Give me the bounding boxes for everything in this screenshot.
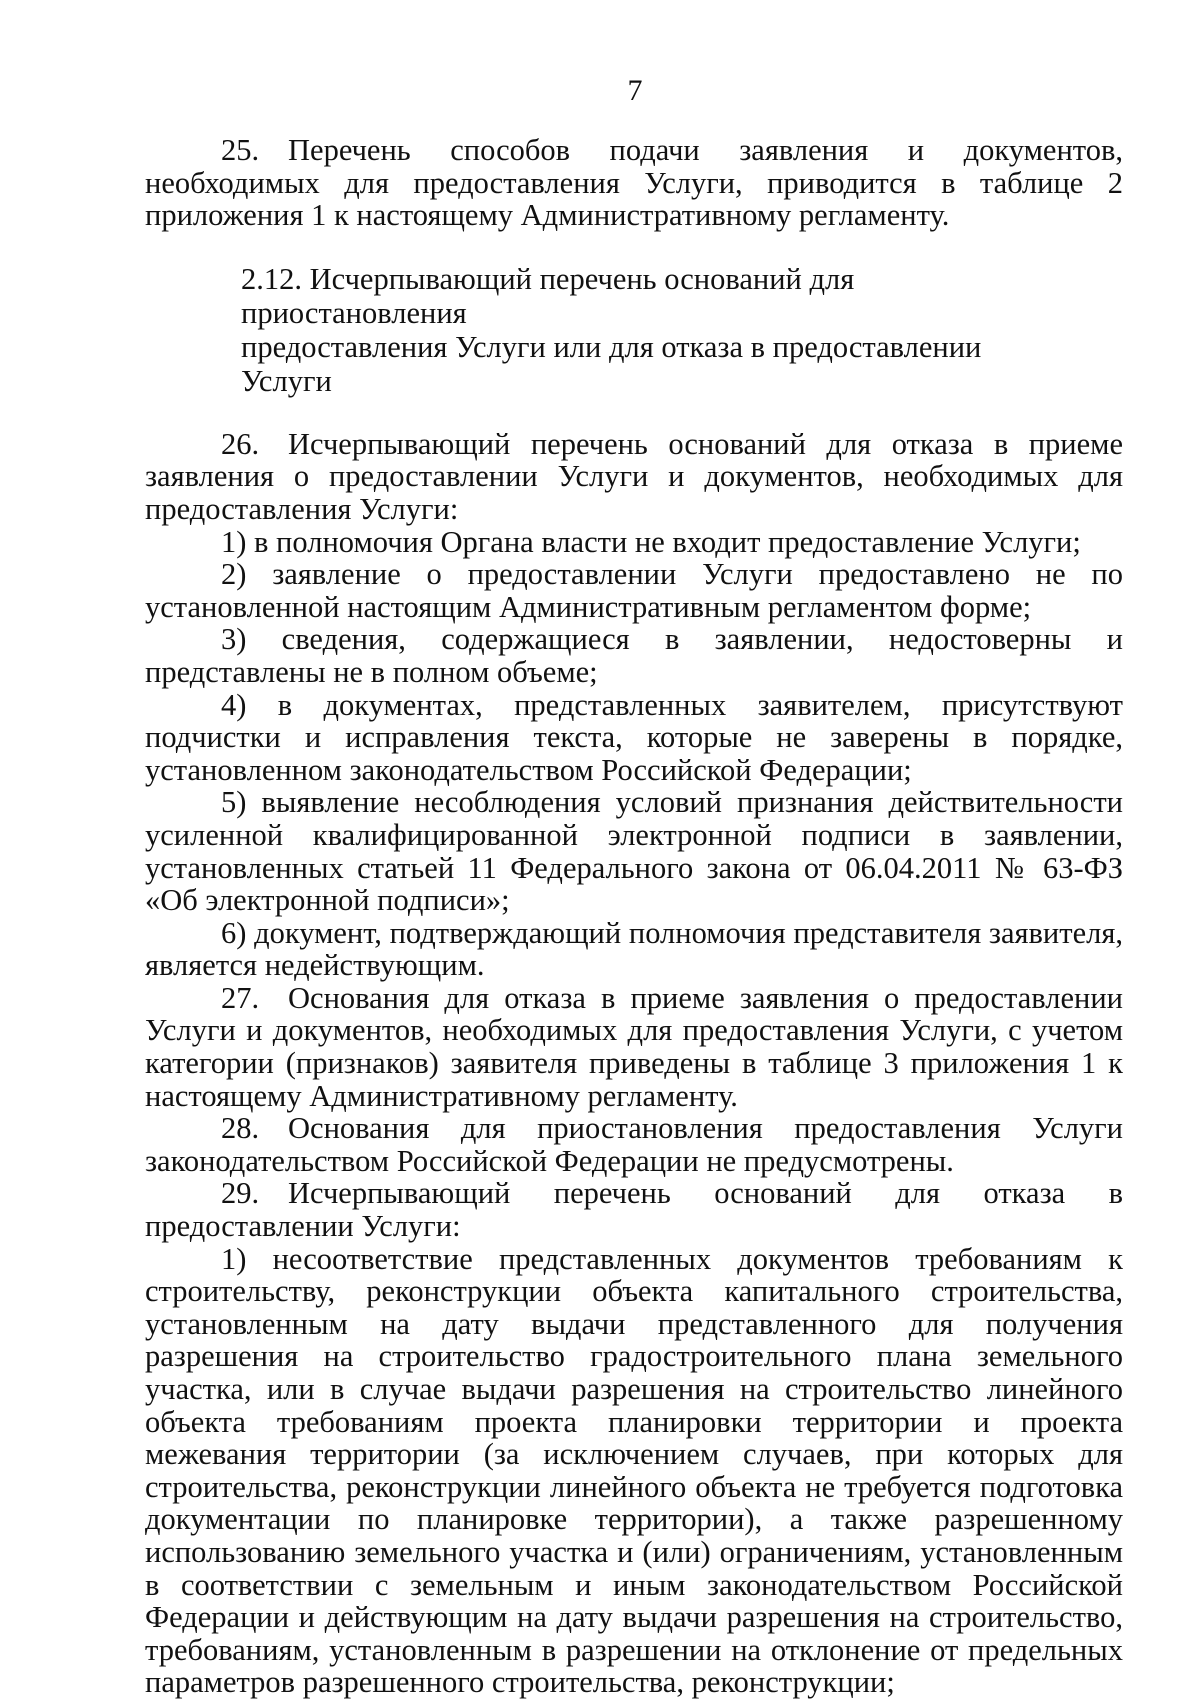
item-number: 26. [221, 426, 260, 461]
item-text: Перечень способов подачи заявления и документов, необходимых для предоставления Услуги, приводится в таблице 2 приложения 1 к настоящему Административному регламенту. [145, 133, 1123, 233]
subitem-26-4: 4) в документах, представленных заявителем, присутствуют подчистки и исправления текста, которые не заверены в порядке, установленном законодательством Российской Федерации; [145, 687, 1123, 787]
subitem-26-6: 6) документ, подтверждающий полномочия представителя заявителя, является недействующим. [145, 915, 1123, 983]
paragraph-28 [145, 1112, 1123, 1177]
item-number: 25. [221, 133, 260, 167]
item-text: Исчерпывающий перечень оснований для отказа в приеме заявления о предоставлении Услуги и документов, необходимых для предоставления Услуги: [145, 426, 1123, 526]
paragraph-25 [145, 134, 1123, 232]
item-text: Основания для отказа в приеме заявления о предоставлении Услуги и документов, необходимых для предоставления Услуги, с учетом категории (признаков) заявителя приведены в таблице 3 приложения 1 к настоящему Административному регламенту. [145, 980, 1123, 1113]
paragraph-29 [145, 1177, 1123, 1242]
item-number: 28. [221, 1111, 260, 1146]
subitem-26-1: 1) в полномочия Органа власти не входит предоставление Услуги; [221, 524, 1081, 559]
section-heading-line-2: предоставления Услуги или для отказа в предоставлении Услуги [241, 329, 982, 398]
paragraph-27 [145, 982, 1123, 1112]
subitem-26-5: 5) выявление несоблюдения условий признания действительности усиленной квалифицированной электронной подписи в заявлении, установленных статьей 11 Федерального закона от 06.04.2011 № 63-ФЗ «Об электронной подписи»; [145, 785, 1123, 918]
subitem-26-2: 2) заявление о предоставлении Услуги предоставлено не по установленной настоящим Административным регламентом форме; [145, 557, 1123, 624]
section-heading [145, 262, 1071, 398]
item-text: Основания для приостановления предоставления Услуги законодательством Российской Федерации не предусмотрены. [145, 1111, 1123, 1178]
item-text: Исчерпывающий перечень оснований для отказа в предоставлении Услуги: [145, 1176, 1123, 1244]
document-body [145, 134, 1123, 1699]
item-number: 29. [221, 1176, 260, 1211]
subitem-29-1: 1) несоответствие представленных документов требованиям к строительству, реконструкции объекта капитального строительства, установленным на дату выдачи представленного для получения разрешения на строительство градостроительного плана земельного участка, или в случае выдачи разрешения на строительство линейного объекта требованиям проекта планировки территории и проекта межевания территории (за исключением случаев, при которых для строительства, реконструкции линейного объекта не требуется подготовка документации по планировке территории), а также разрешенному использованию земельного участка и (или) ограничениям, установленным в соответствии с земельным и иным законодательством Российской Федерации и действующим на дату выдачи разрешения на строительство, требованиям, установленным в разрешении на отклонение от предельных параметров разрешенного строительства, реконструкции; [145, 1241, 1123, 1699]
subitem-26-3: 3) сведения, содержащиеся в заявлении, недостоверны и представлены не в полном объеме; [145, 622, 1123, 689]
item-number: 27. [221, 980, 260, 1015]
section-heading-line-1: 2.12. Исчерпывающий перечень оснований для приостановления [241, 261, 855, 330]
paragraph-26 [145, 428, 1123, 526]
page-number: 7 [627, 74, 643, 107]
